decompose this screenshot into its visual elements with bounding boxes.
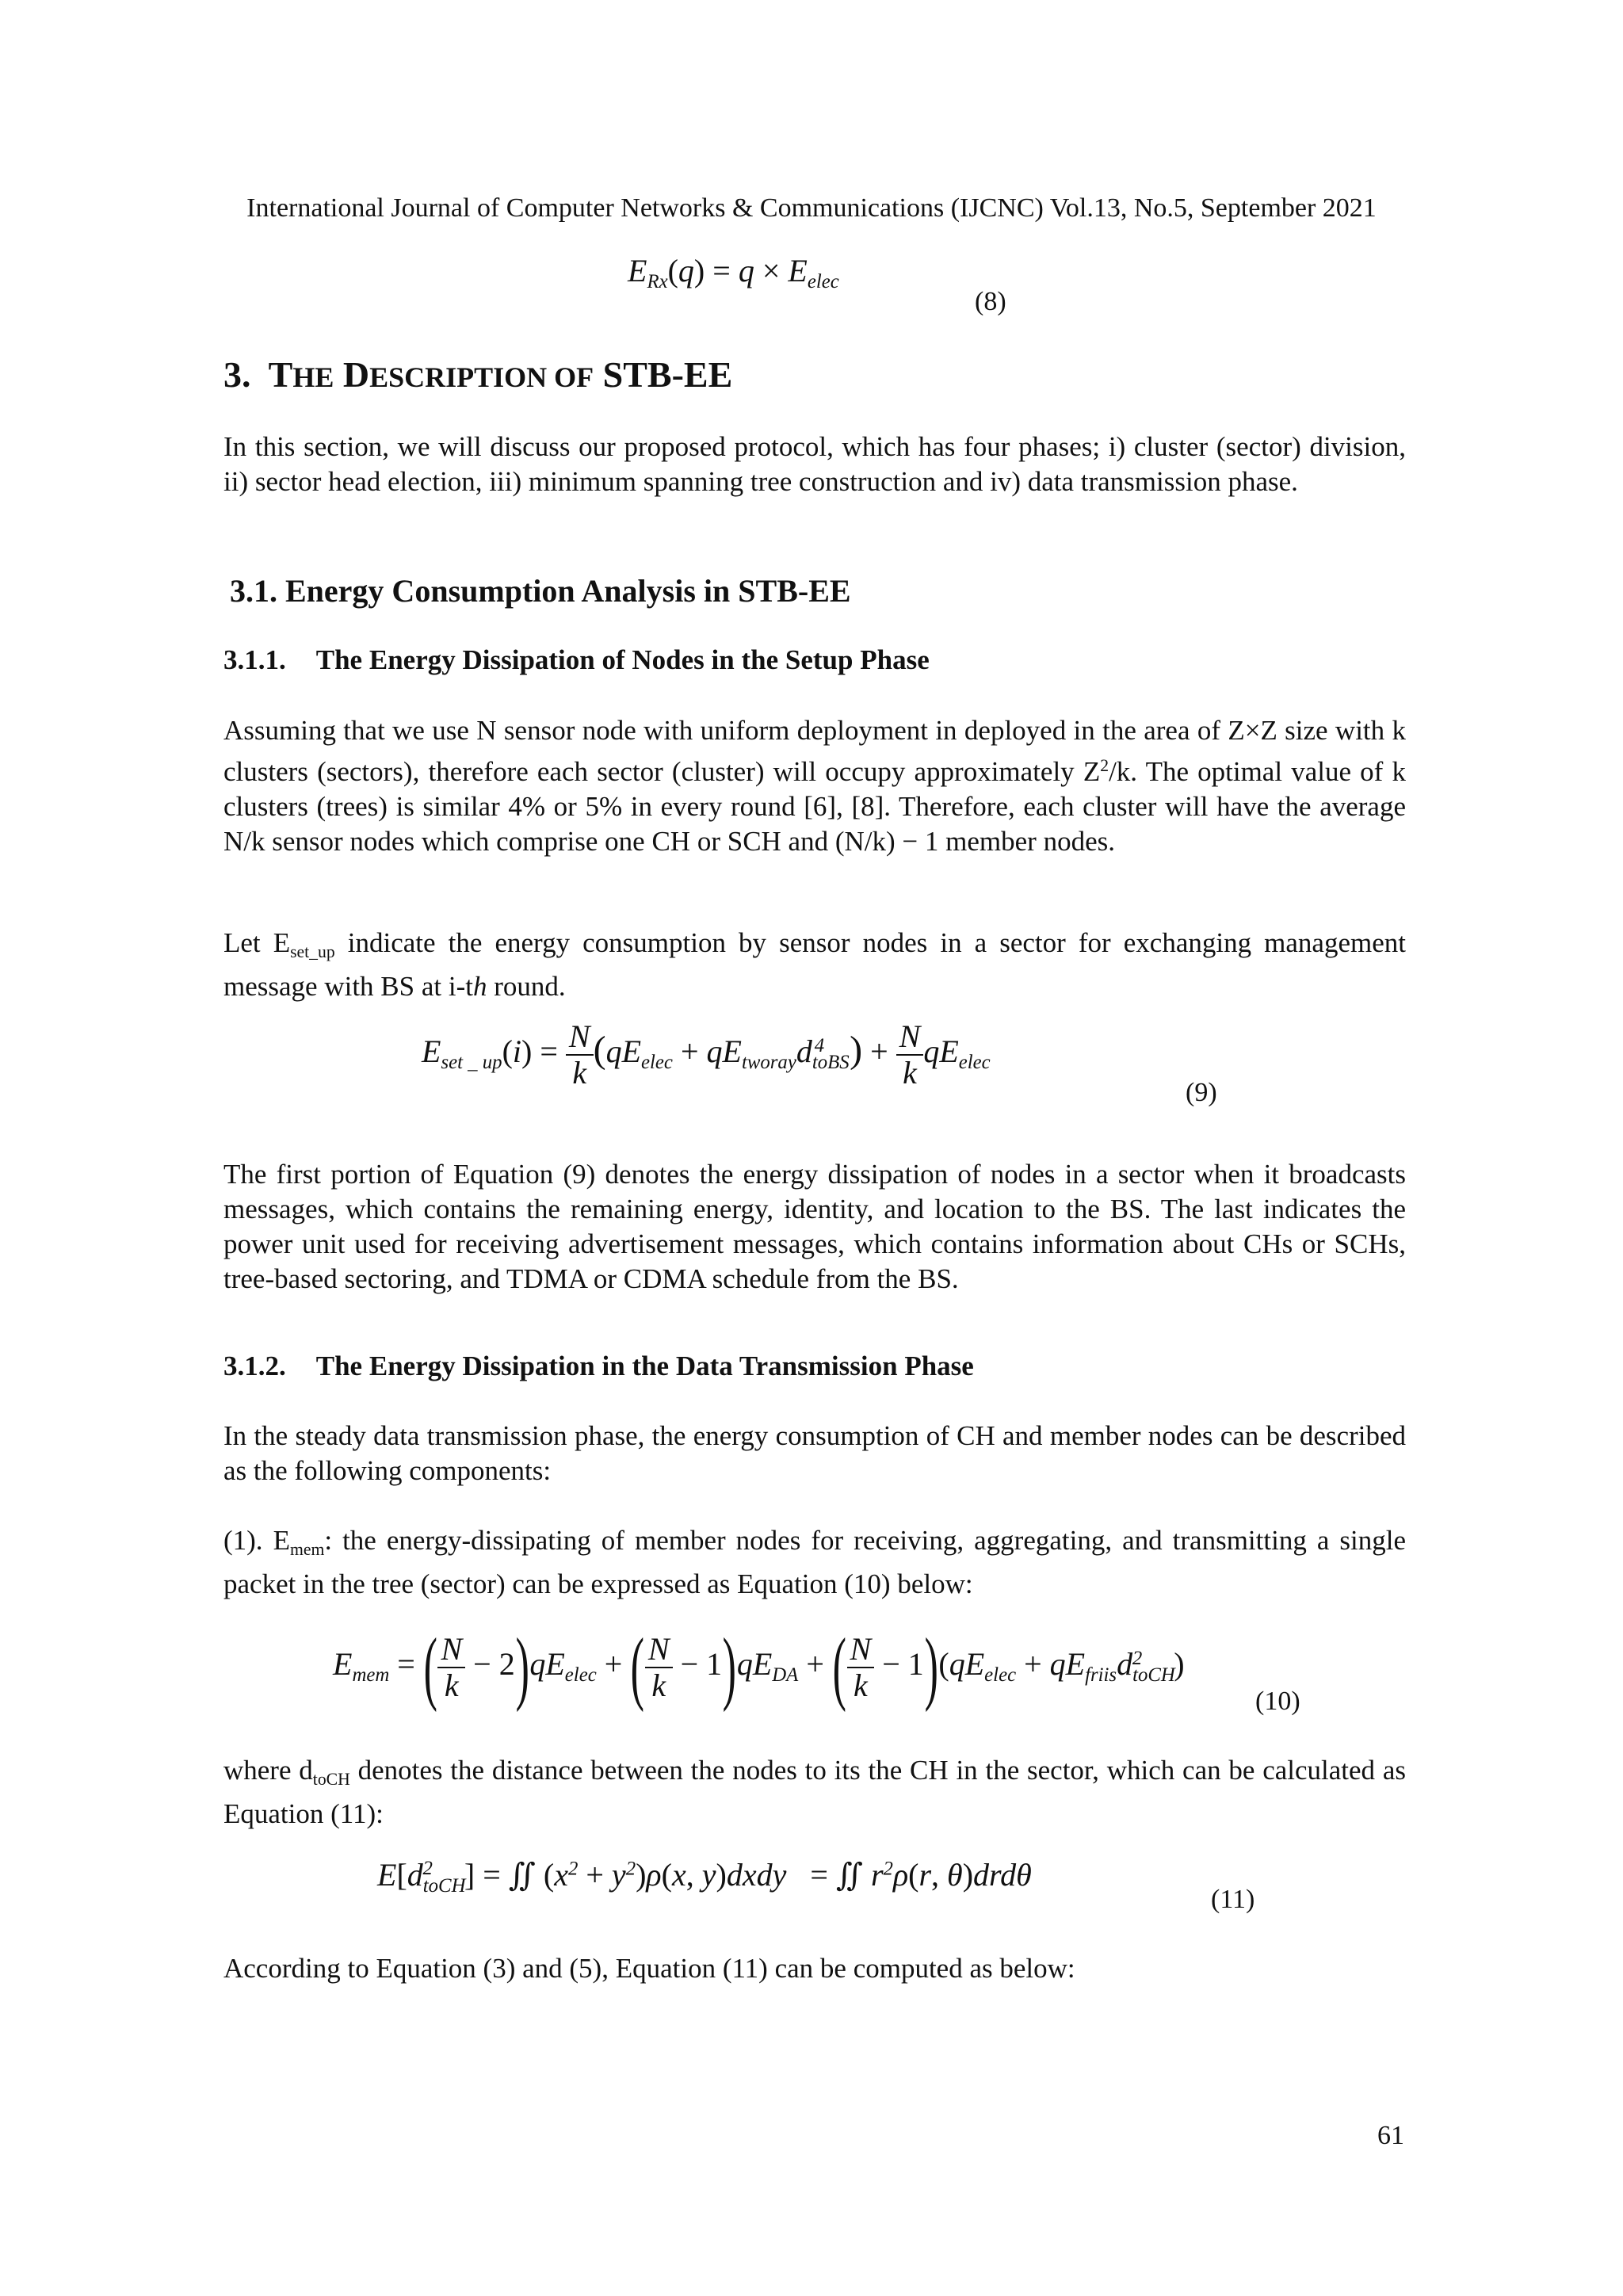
- according-paragraph: According to Equation (3) and (5), Equation (11) can be computed as below:: [223, 1953, 1075, 1984]
- assumption-paragraph: Assuming that we use N sensor node with uniform deployment in deployed in the area of Z×Z size with k clusters (sectors), therefore each sector (cluster) will occupy approximately $Z^2/k$. The optimal value of k clusters (trees) is similar 4% or 5% in every round [6], [8]. Therefore, each cluster will have the average N/k sensor nodes which comprise one CH or SCH and (N/k) − 1 member nodes.: [223, 715, 1406, 857]
- equation-8: $E_{Rx}(q) = q \times E_{elec}$: [628, 253, 839, 292]
- subsection-3-1-1-title: 3.1.1. The Energy Dissipation of Nodes in the Setup Phase: [223, 644, 930, 675]
- equation-9: $E_{set \_ up}(i)$ = $\frac{N}{k}$ ($qE_{elec} + qE_{tworay}d_{toBS}^4$ ) + $\frac{N}{k}$ $qE_{elec}$: [422, 1018, 991, 1091]
- steady-phase-paragraph: In the steady data transmission phase, the energy consumption of CH and member nodes can be described as the following components:: [223, 1420, 1406, 1486]
- journal-header: International Journal of Computer Networks & Communications (IJCNC) Vol.13, No.5, September 2021: [246, 193, 1377, 223]
- section-title: 3. THE DESCRIPTION OF STB-EE: [223, 354, 733, 395]
- equation-8-number: (8): [975, 287, 1006, 316]
- equation-11: $E[d_{toCH}^2$ ] = ∬ $(x^2 + y^2)\rho(x$, y)dxdy = ∬ $r^2\rho(r$, θ)drdθ: [377, 1857, 1032, 1897]
- where-paragraph: where $d_{toCH}$ denotes the distance between the nodes to its the CH in the sector, which can be calculated as Equation (11):: [223, 1755, 1406, 1829]
- intro-paragraph: In this section, we will discuss our proposed protocol, which has four phases; i) cluster (sector) division, ii) sector head election, iii) minimum spanning tree construction and iv) data transmission phase.: [223, 431, 1406, 497]
- equation-10: $E_{mem}$ = ( $\frac{N}{k}$ − $2)qE_{elec}$ + ( $\frac{N}{k}$ − $1)qE_{DA}$ + ( $\frac{N}{k}$ − $1)(qE_{elec} + qE_{friis}d_{toCH}^2$ ): [333, 1622, 1185, 1713]
- equation-10-number: (10): [1255, 1687, 1300, 1716]
- let-paragraph: Let $E_{set\_up}$ indicate the energy consumption by sensor nodes in a sector for exchanging management message with BS at i-th round.: [223, 927, 1406, 1002]
- equation-11-number: (11): [1211, 1885, 1255, 1914]
- subsection-3-1-2-title: 3.1.2. The Energy Dissipation in the Data Transmission Phase: [223, 1350, 974, 1381]
- emem-paragraph: (1). $E_{mem}$: the energy-dissipating of member nodes for receiving, aggregating, and transmitting a single packet in the tree (sector) can be expressed as Equation (10) below:: [223, 1525, 1406, 1599]
- first-portion-paragraph: The first portion of Equation (9) denotes the energy dissipation of nodes in a sector when it broadcasts messages, which contains the remaining energy, identity, and location to the BS. The last indicates the power unit used for receiving advertisement messages, which contains information about CHs or SCHs, tree-based sectoring, and TDMA or CDMA schedule from the BS.: [223, 1159, 1406, 1294]
- subsection-3-1-title: 3.1. Energy Consumption Analysis in STB-EE: [230, 573, 851, 609]
- page-number: 61: [1377, 2121, 1404, 2150]
- equation-9-number: (9): [1186, 1078, 1217, 1107]
